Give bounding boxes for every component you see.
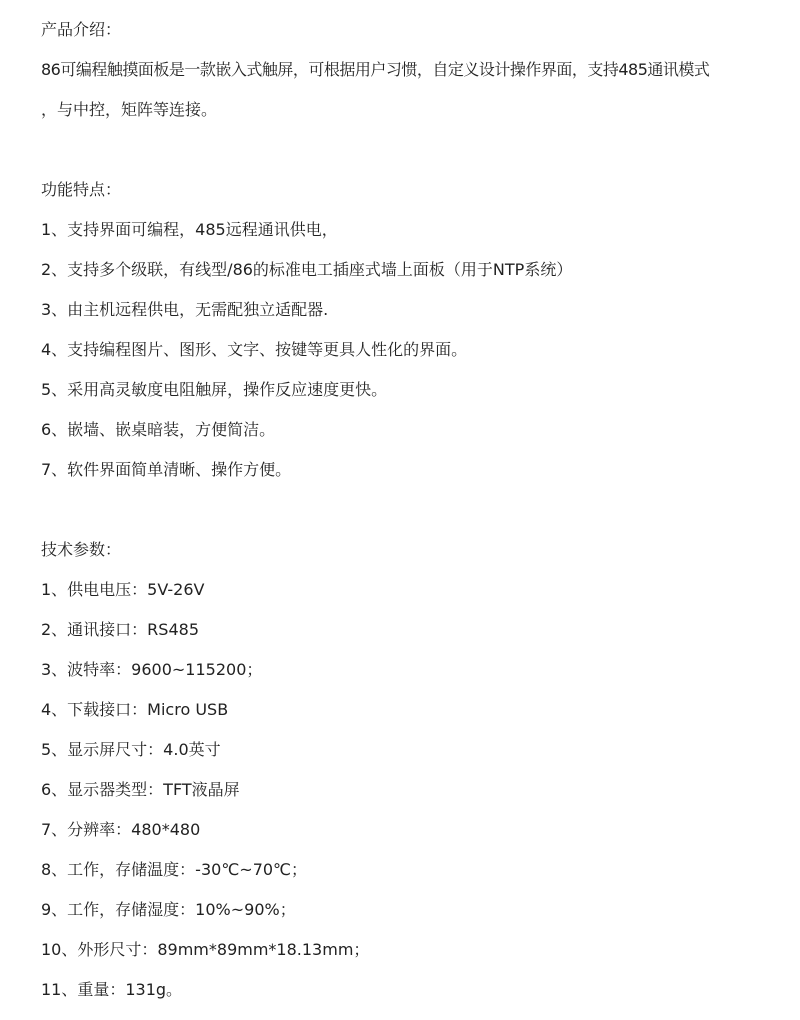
feature-item-6: 6、嵌墙、嵌桌暗装，方便简洁。 [41,420,276,439]
spec-item-4: 4、下载接口：Micro USB [41,700,229,719]
spec-item-3: 3、波特率：9600~115200； [41,660,263,679]
feature-item-7: 7、软件界面简单清晰、操作方便。 [41,460,292,479]
intro-heading: 产品介绍： [41,20,122,39]
intro-text-line-2: ，与中控，矩阵等连接。 [41,100,218,119]
spec-item-1: 1、供电电压：5V-26V [41,580,205,599]
spec-item-6: 6、显示器类型：TFT液晶屏 [41,780,240,799]
feature-item-2: 2、支持多个级联，有线型/86的标准电工插座式墙上面板（用于NTP系统） [41,260,573,279]
spec-item-11: 11、重量：131g。 [41,980,183,999]
spec-item-5: 5、显示屏尺寸：4.0英寸 [41,740,221,759]
feature-item-4: 4、支持编程图片、图形、文字、按键等更具人性化的界面。 [41,340,468,359]
feature-item-1: 1、支持界面可编程，485远程通讯供电， [41,220,338,239]
spec-item-10: 10、外形尺寸：89mm*89mm*18.13mm； [41,940,370,959]
spec-item-2: 2、通讯接口：RS485 [41,620,199,639]
specs-heading: 技术参数： [41,540,122,559]
feature-item-5: 5、采用高灵敏度电阻触屏，操作反应速度更快。 [41,380,388,399]
spec-item-9: 9、工作，存储湿度：10%~90%； [41,900,296,919]
spec-item-8: 8、工作，存储温度：-30℃~70℃； [41,860,308,879]
feature-item-3: 3、由主机远程供电，无需配独立适配器. [41,300,329,319]
spec-item-7: 7、分辨率：480*480 [41,820,201,839]
features-heading: 功能特点： [41,180,122,199]
intro-text-line-1: 86可编程触摸面板是一款嵌入式触屏，可根据用户习惯，自定义设计操作界面，支持485通讯模式 [41,60,710,79]
